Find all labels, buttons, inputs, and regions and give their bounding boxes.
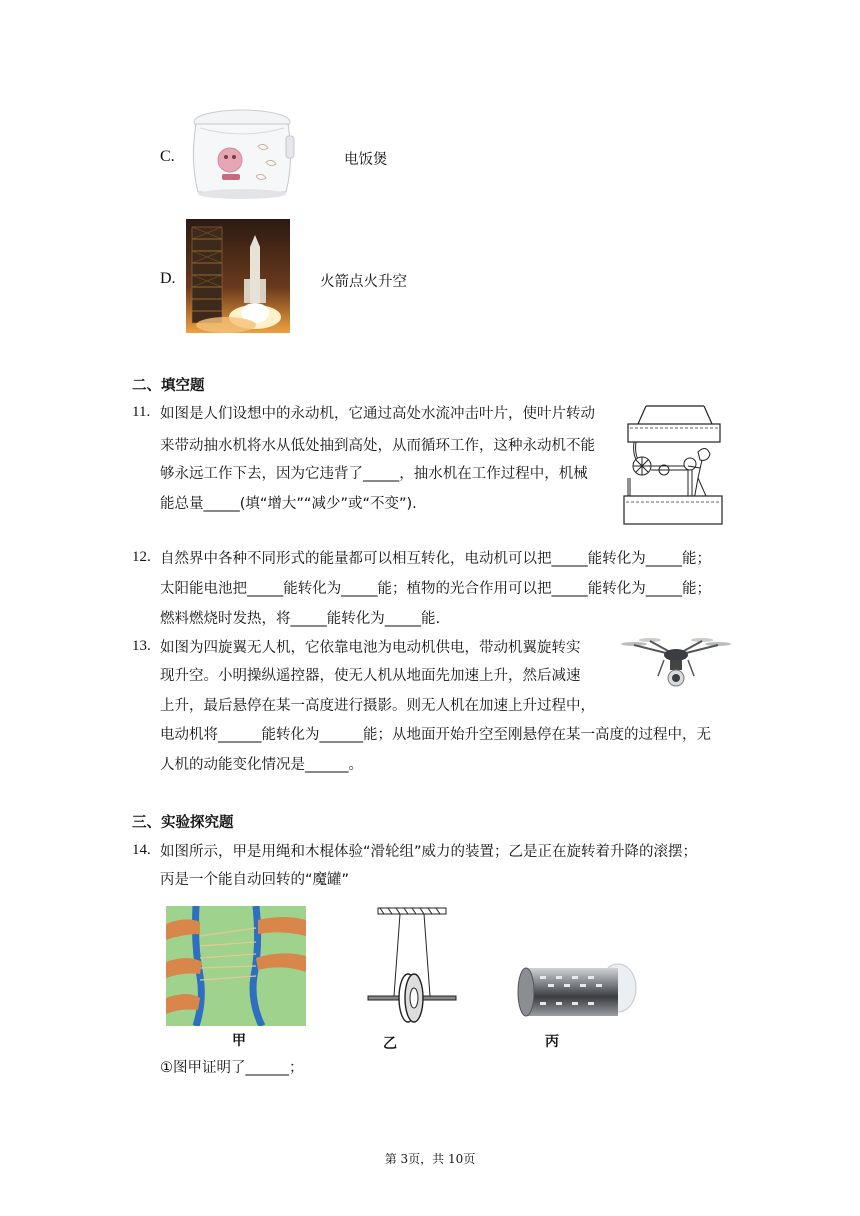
- option-c-letter: C.: [160, 148, 175, 165]
- maxwell-wheel-diagram: [364, 906, 460, 1028]
- q13-number: 13.: [132, 638, 151, 654]
- q13-line-3: 上升，最后悬停在某一高度进行摄影。则无人机在加速上升过程中，: [160, 698, 595, 714]
- option-d-letter: D.: [160, 270, 176, 287]
- rocket-launch-image: [186, 219, 290, 333]
- q11-line-2: 来带动抽水机将水从低处抽到高处，从而循环工作，这种永动机不能: [160, 438, 595, 454]
- q13-line-5: 人机的动能变化情况是______。: [160, 757, 363, 773]
- page-footer: 第 3页，共 10页: [384, 1152, 476, 1166]
- option-d-caption: 火箭点火升空: [320, 274, 407, 290]
- q12-line-1: 自然界中各种不同形式的能量都可以相互转化，电动机可以把_____能转化为_____能；: [160, 551, 711, 567]
- section-3-title: 三、实验探究题: [132, 815, 234, 831]
- q12-line-2: 太阳能电池把_____能转化为_____能；植物的光合作用可以把_____能转化为_____能；: [160, 581, 711, 597]
- figure-label-yi: 乙: [383, 1036, 397, 1052]
- section-2-title: 二、填空题: [132, 378, 205, 394]
- rice-cooker-image: [186, 106, 298, 204]
- q14-line-2: 丙是一个能自动回转的“魔罐”: [160, 872, 350, 888]
- option-c-caption: 电饭煲: [344, 152, 388, 168]
- q12-number: 12.: [132, 549, 151, 565]
- figure-label-jia: 甲: [232, 1033, 246, 1049]
- q13-line-2: 现升空。小明操纵遥控器，使无人机从地面先加速上升，然后减速: [160, 668, 581, 684]
- q11-line-1: 如图是人们设想中的永动机，它通过高处水流冲击叶片，使叶片转动: [160, 406, 595, 422]
- q11-line-3: 够永远工作下去，因为它违背了_____，抽水机在工作过程中，机械: [160, 466, 588, 482]
- q12-line-3: 燃料燃烧时发热，将_____能转化为_____能.: [160, 611, 441, 627]
- q11-number: 11.: [132, 404, 151, 420]
- figure-label-bing: 丙: [545, 1034, 559, 1050]
- perpetual-motion-diagram: [618, 404, 728, 528]
- q13-line-4: 电动机将______能转化为______能；从地面开始升空至刚悬停在某一高度的过程中，无: [160, 727, 711, 743]
- q14-sub-question-1: ①图甲证明了______；: [160, 1060, 304, 1076]
- q11-line-4: 能总量_____(填“增大”“减少”或“不变”).: [160, 496, 417, 512]
- pulley-rope-photo: [166, 906, 306, 1026]
- q14-line-1: 如图所示，甲是用绳和木棍体验“滑轮组”威力的装置；乙是正在旋转着升降的滚摆；: [160, 844, 698, 860]
- q13-line-1: 如图为四旋翼无人机，它依靠电池为电动机供电，带动机翼旋转实: [160, 640, 581, 656]
- magic-can-image: [516, 958, 638, 1028]
- q14-number: 14.: [132, 842, 151, 858]
- quadcopter-drone-image: [620, 634, 732, 696]
